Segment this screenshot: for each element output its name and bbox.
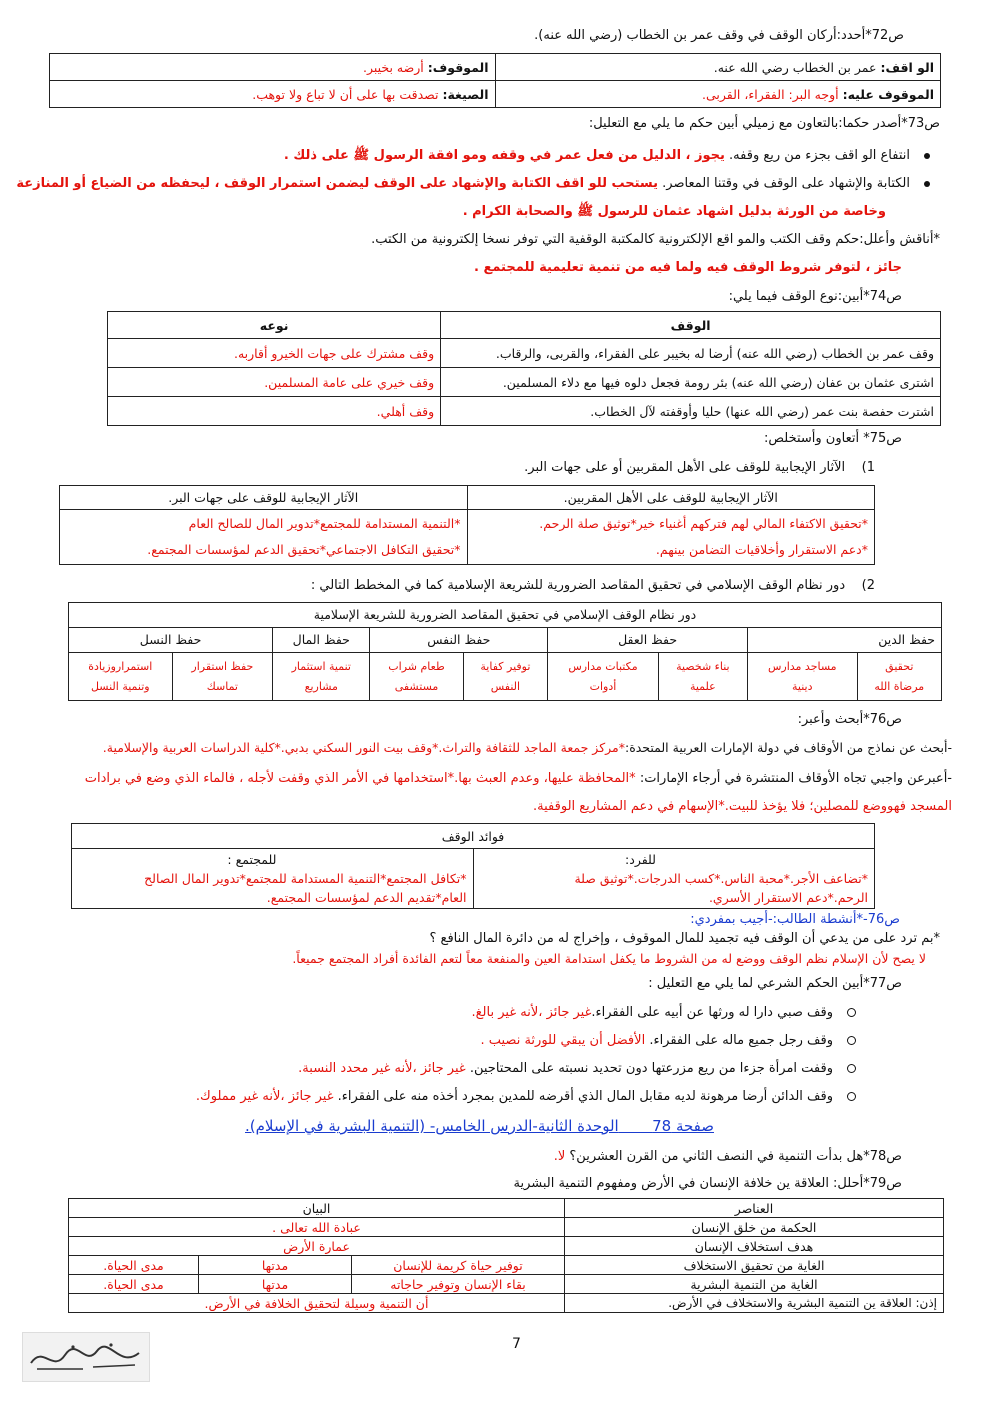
author-signature <box>22 1332 150 1382</box>
unit-page-ref: صفحة 78 <box>652 1117 714 1135</box>
p73-b2-answer-1: يستحب للو اقف الكتابة والإشهاد على الوقف ليضمن استمرار الوقف ، ليحفظه من الضياع أو المنازعة <box>16 176 659 191</box>
sigha-value: تصدقت بها على أن لا تباع ولا توهب. <box>252 86 439 102</box>
signature-icon <box>23 1333 149 1381</box>
p77-heading: ص77*أبين الحكم الشرعي لما يلي مع التعليل : <box>648 976 902 991</box>
unit-title: الوحدة الثانية-الدرس الخامس- (التنمية البشرية في الإسلام). <box>245 1117 619 1135</box>
q2-text: دور نظام الوقف الإسلامي في تحقيق المقاصد الضرورية للشريعة الإسلامية كما في المخطط التالي : <box>310 578 846 593</box>
activity-question: *بم ترد على من يدعي أن الوقف فيه تجميد للمال الموقوف ، وإخراج له من دائرة المال النافع ؟ <box>429 931 940 946</box>
p78-question: ص78*هل بدأت التنمية في النصف الثاني من القرن العشرين؟ لا. <box>553 1149 902 1164</box>
p77-item: وقف صبي دارا له ورثها عن أبيه على الفقراء.غير جائز ،لأنه غير بالغ. <box>472 1003 857 1023</box>
q1-number: 1) <box>861 460 875 475</box>
table-cell: وقف أهلي. <box>108 397 441 426</box>
sigha-label: الصيغة: <box>442 86 489 102</box>
table-cell: عبادة الله تعالى . <box>69 1218 565 1237</box>
table-cell: هدف استخلاف الإنسان <box>565 1237 944 1256</box>
maqasid-cell: تحقيق مرضاة الله <box>857 653 941 701</box>
individual-label: للفرد: <box>625 852 656 867</box>
express-answer-2: المسجد فهووضع للمصلين؛ فلا يؤخذ للبيت.*الإسهام في دعم المشاريع الوقفية. <box>533 799 952 814</box>
p78-answer: لا. <box>553 1149 566 1164</box>
unit-heading <box>245 1116 714 1136</box>
col-statement: البيان <box>69 1199 565 1218</box>
maqasid-cell: تنمية استثمار مشاريع <box>273 653 370 701</box>
col-type: نوعه <box>108 312 441 339</box>
table-cell: مدتها <box>199 1275 352 1294</box>
col-elements: العناصر <box>565 1199 944 1218</box>
maqasid-cell: مساجد مدارس دينية <box>747 653 857 701</box>
p73-b1-question: انتفاع الو اقف بجزء من ريع وقفه. <box>729 148 910 163</box>
p77-item: وقفت امرأة جزءا من ريع مزرعتها دون تحديد نسبته على المحتاجين. غير جائز ،لأنه غير محدد النسبة. <box>298 1059 856 1079</box>
research-question: -أبحث عن نماذج من الأوقاف في دولة الإمارات العربية المتحدة: <box>624 740 952 755</box>
p74-waqf-types-table <box>107 311 941 426</box>
circle-bullet-icon <box>847 1064 856 1073</box>
maqasid-cell: توفير كفاية النفس <box>463 653 548 701</box>
table-cell: إذن: العلاقة ين التنمية البشرية والاستخلاف في الأرض. <box>565 1294 944 1313</box>
q1-text: الآثار الإيجابية للوقف على الأهل المقربين أو على جهات البر. <box>524 460 846 475</box>
maqasid-cell: بناء شخصية علمية <box>658 653 747 701</box>
p75-effects-table <box>59 485 875 565</box>
circle-bullet-icon <box>847 1092 856 1101</box>
p73-discuss-answer: جائز ، لتوفر شروط الوقف فيه ولما فيه من تنمية تعليمية للمجتمع . <box>474 260 902 275</box>
table-cell: أن التنمية وسيلة لتحقيق الخلافة في الأرض. <box>69 1294 565 1313</box>
research-answer: *مركز جمعة الماجد للثقافة والتراث.*وقف بيت النور السكني بدبي.*كلية الدراسات العربية والإسلامية. <box>102 740 625 755</box>
p73-heading: ص73*أصدر حكما:بالتعاون مع زميلي أبين حكم ما يلي مع التعليل: <box>588 116 940 131</box>
table-cell: عمارة الأرض <box>69 1237 565 1256</box>
waqif-value: عمر بن الخطاب رضي الله عنه. <box>713 59 877 75</box>
col-charity: الآثار الإيجابية للوقف على جهات البر. <box>60 486 468 510</box>
maqasid-chart <box>68 602 942 701</box>
society-label: للمجتمع : <box>227 852 277 867</box>
p76-heading: ص76*أبحث وأعبر: <box>797 712 902 727</box>
activity-answer: لا يصح لأن الإسلام نظم الوقف ووضع له من الشروط ما يكفل استدامة العين والمنفعة معاً لتعم الفائدة أفراد المجتمع جميعاً. <box>292 951 926 966</box>
table-cell: الغاية من التنمية البشرية <box>565 1275 944 1294</box>
p75-q1 <box>524 458 875 478</box>
table-cell: مدى الحياة. <box>69 1275 199 1294</box>
alayh-value: أوجه البر: الفقراء، القربى. <box>701 86 839 102</box>
p72-pillars-table <box>49 53 941 108</box>
table-cell: مدى الحياة. <box>69 1256 199 1275</box>
maqasid-title: دور نظام الوقف الإسلامي في تحقيق المقاصد الضرورية للشريعة الإسلامية <box>69 603 942 628</box>
maqasid-head-wealth: حفظ المال <box>273 628 370 653</box>
express-question: -أعبرعن واجبي تجاه الأوقاف المنتشرة في أرجاء الإمارات: <box>639 771 952 786</box>
p77-item: وقف الدائن أرضا مرهونة لديه مقابل المال الذي أقرضه للمدين بمجرد أخذه منه على الفقراء. غير جائز ،لأنه غير مملوك. <box>196 1087 856 1107</box>
p76-express <box>85 769 952 789</box>
table-row: اشترى عثمان بن عفان (رضي الله عنه) بئر رومة فجعل دلوه فيها مع دلاء المسلمين. <box>441 368 941 397</box>
p79-heading: ص79*أحلل: العلاقة ين خلافة الإنسان في الأرض ومفهوم التنمية البشرية <box>513 1176 902 1191</box>
col-waqf: الوقف <box>441 312 941 339</box>
table-row: وقف عمر بن الخطاب (رضي الله عنه) أرضا له بخيبر على الفقراء، والقربى، والرقاب. <box>441 339 941 368</box>
waqf-benefits-table <box>71 823 875 909</box>
alayh-label: الموقوف عليه: <box>842 86 934 102</box>
p76-research <box>103 738 952 758</box>
waqif-label: الو اقف: <box>880 59 934 75</box>
bullet-icon <box>924 181 930 187</box>
society-benefits-1: *تكافل المجتمع*التنمية المستدامة للمجتمع*تدوير المال الصالح <box>144 871 467 886</box>
table-cell: بقاء الإنسان وتوفير حاجاته <box>352 1275 565 1294</box>
p75-heading: ص75* أتعاون وأستخلص: <box>763 431 902 446</box>
society-benefits-2: العام*تقديم الدعم لمؤسسات المجتمع. <box>266 890 467 905</box>
maqasid-head-mind: حفظ العقل <box>548 628 748 653</box>
mawquf-label: الموقوف: <box>427 59 489 75</box>
p73-bullet-1 <box>284 146 930 166</box>
table-cell: الحكمة من خلق الإنسان <box>565 1218 944 1237</box>
table-cell: وقف مشترك على جهات الخيرو أقاربه. <box>108 339 441 368</box>
p73-b2-answer-2: وخاصة من الورثة بدليل اشهاد عثمان للرسول ﷺ والصحابة الكرام . <box>462 204 886 219</box>
maqasid-cell: استمراروزيادة وتنمية النسل <box>69 653 173 701</box>
family-effect-1: *تحقيق الاكتفاء المالي لهم فتركهم أغنياء خير*توثيق صلة الرحم. <box>539 516 868 531</box>
maqasid-head-religion: حفظ الدين <box>747 628 941 653</box>
maqasid-cell: مكتبات مدارس أدوات <box>548 653 659 701</box>
p75-q2 <box>311 576 875 596</box>
p77-item: وقف رجل جميع ماله على الفقراء. الأفضل أن يبقي للورثة نصيب . <box>480 1031 856 1051</box>
page-number: 7 <box>512 1336 521 1352</box>
maqasid-head-lineage: حفظ النسل <box>69 628 273 653</box>
benefits-title: فوائد الوقف <box>72 824 875 849</box>
col-family: الآثار الإيجابية للوقف على الأهل المقربين. <box>467 486 875 510</box>
table-cell: الغاية من تحقيق الاستخلاف <box>565 1256 944 1275</box>
express-answer-1: *المحافظة عليها، وعدم العبث بها.*استخدامها في الأمر الذي وقفت لأجله ، فالماء الذي وضع في برادات <box>84 771 636 786</box>
individual-benefits-1: *تضاعف الأجر.*محبة الناس.*كسب الدرجات.*توثيق صلة <box>574 871 868 886</box>
p72-heading: ص72*أحدد:أركان الوقف في وقف عمر بن الخطاب (رضي الله عنه). <box>534 28 904 43</box>
p73-b1-answer: يجوز ، الدليل من فعل عمر في وقفه ومو افقة الرسول ﷺ على ذلك . <box>283 148 725 163</box>
circle-bullet-icon <box>847 1036 856 1045</box>
p73-discuss: *أناقش وأعلل:حكم وقف الكتب والمو اقع الإلكترونية كالمكتبة الوقفية التي توفر نسخا إلكترونية من الكتب. <box>371 232 940 247</box>
p73-b2-question: الكتابة والإشهاد على الوقف في وقتنا المعاصر. <box>662 176 910 191</box>
circle-bullet-icon <box>847 1008 856 1017</box>
charity-effect-1: *التنمية المستدامة للمجتمع*تدوير المال للصالح العام <box>188 516 461 531</box>
individual-benefits-2: الرحم.*دعم الاستقرار الأسري. <box>708 890 868 905</box>
table-cell: وقف خيري على عامة المسلمين. <box>108 368 441 397</box>
charity-effect-2: *تحقيق التكافل الاجتماعي*تحقيق الدعم لمؤسسات المجتمع. <box>147 542 461 557</box>
maqasid-cell: حفظ استقرار تماسك <box>172 653 273 701</box>
p73-bullet-2 <box>16 174 930 194</box>
q2-number: 2) <box>861 578 875 593</box>
family-effect-2: *دعم الاستقرار وأخلاقيات التضامن بينهم. <box>655 542 868 557</box>
bullet-icon <box>924 153 930 159</box>
table-cell: مدتها <box>199 1256 352 1275</box>
maqasid-head-life: حفظ النفس <box>370 628 548 653</box>
p74-heading: ص74*أبين:نوع الوقف فيما يلي: <box>728 289 902 304</box>
table-cell: توفير حياة كريمة للإنسان <box>352 1256 565 1275</box>
mawquf-value: أرضه بخيبر. <box>363 59 424 75</box>
student-activity-heading: ص76-*أنشطة الطالب:-أجيب بمفردي: <box>690 912 900 927</box>
p79-analysis-table <box>68 1198 944 1313</box>
maqasid-cell: طعام شراب مستشفى <box>370 653 463 701</box>
table-row: اشترت حفصة بنت عمر (رضي الله عنها) حليا وأوقفته لآل الخطاب. <box>441 397 941 426</box>
